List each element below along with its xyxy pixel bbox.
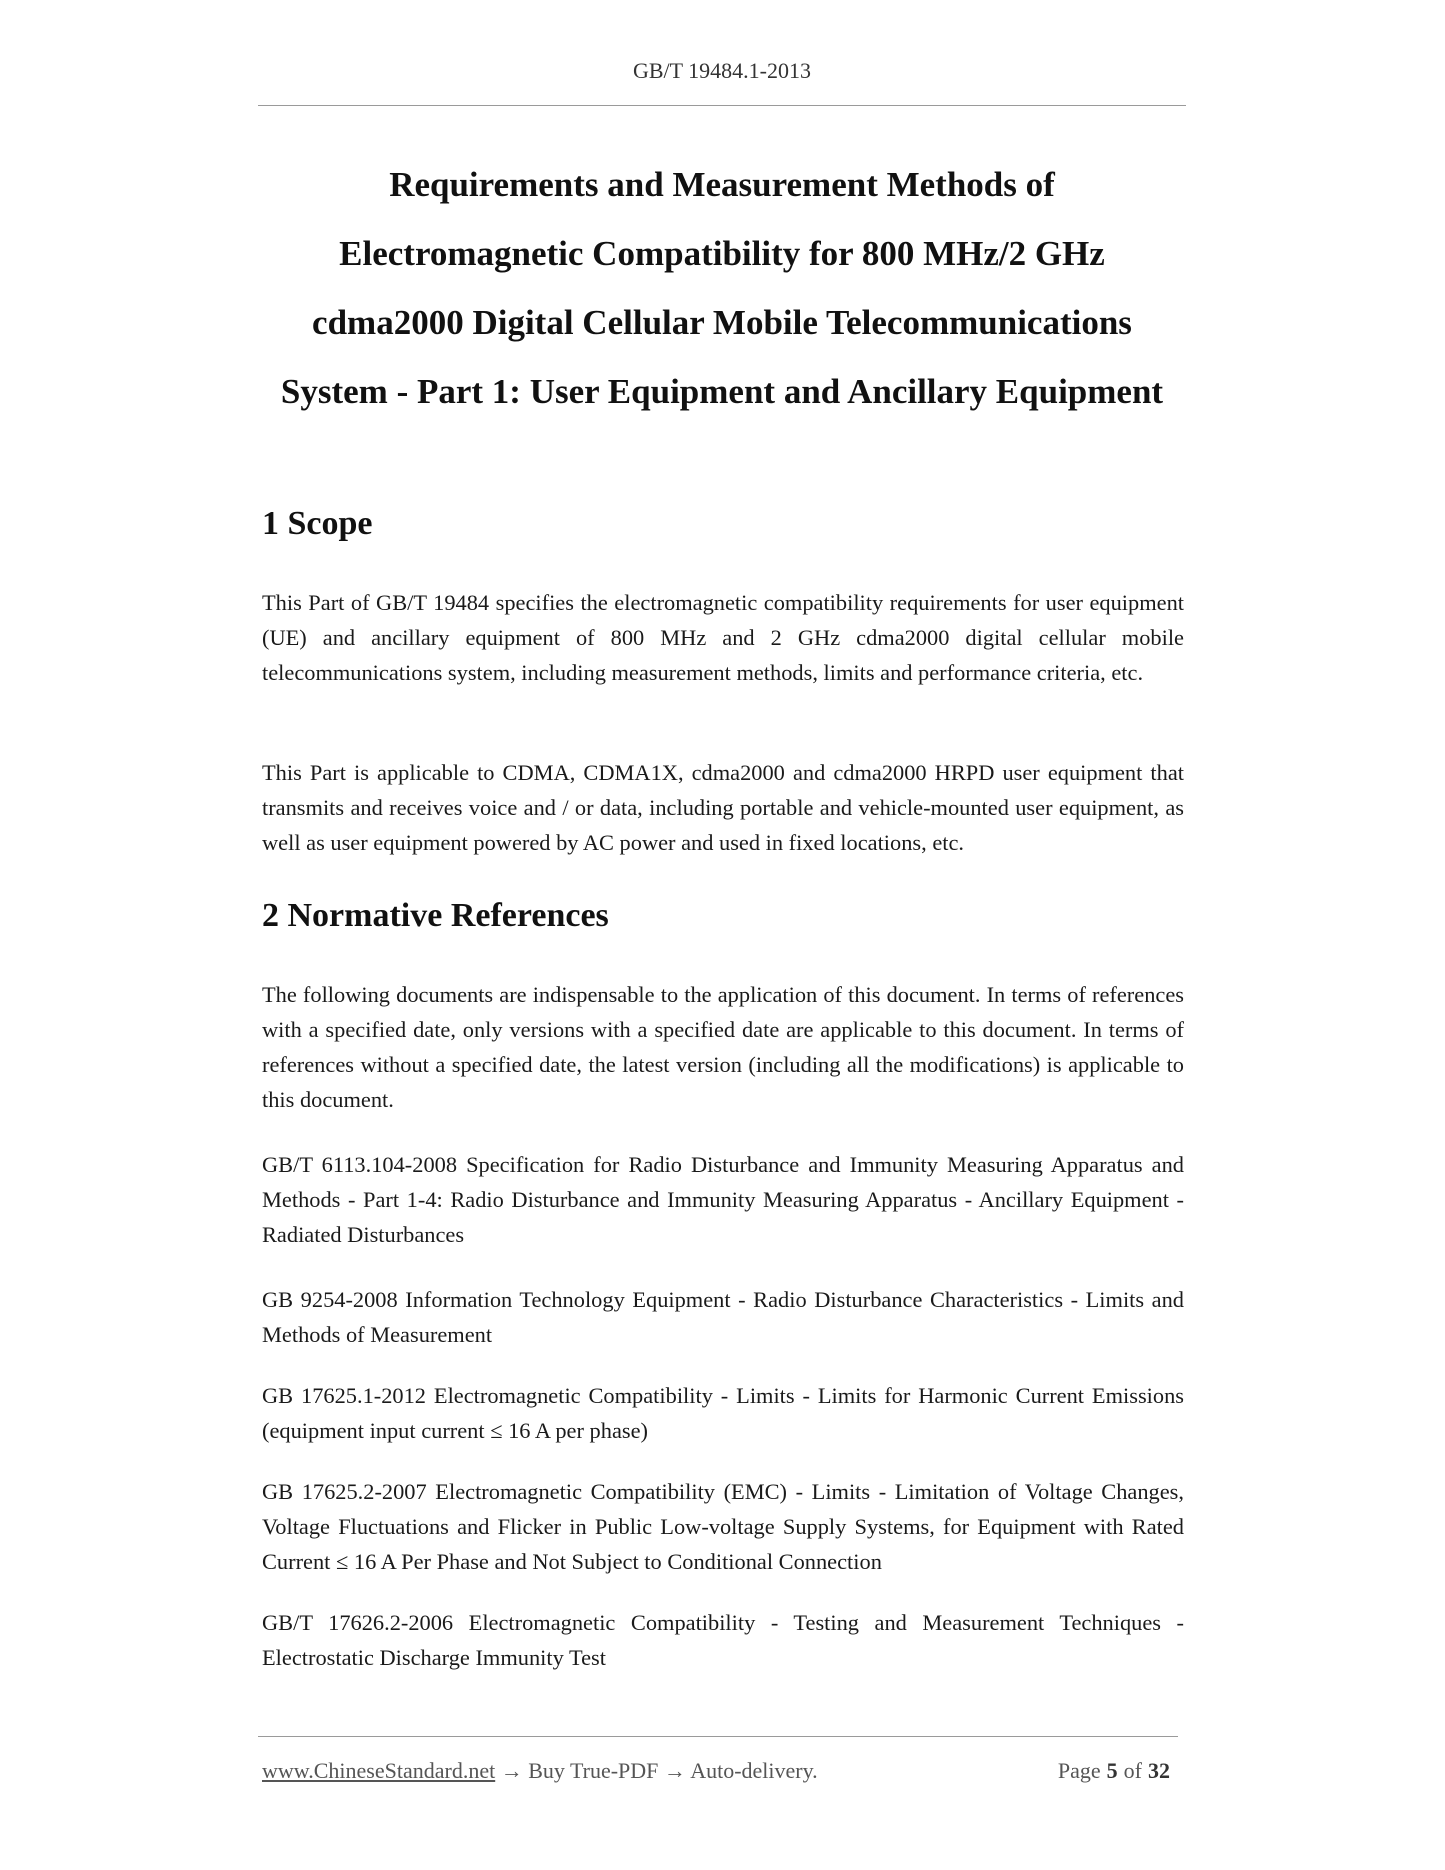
running-header: GB/T 19484.1-2013 bbox=[632, 58, 812, 83]
title-line: System - Part 1: User Equipment and Ancillary Equipment bbox=[280, 372, 1164, 411]
title-line: Requirements and Measurement Methods of bbox=[389, 165, 1055, 204]
document-title bbox=[258, 150, 1186, 426]
page-total-number: 32 bbox=[1148, 1758, 1170, 1783]
page-counter bbox=[1058, 1758, 1176, 1784]
section-heading-scope: 1 Scope bbox=[262, 505, 373, 542]
title-line: cdma2000 Digital Cellular Mobile Telecommunications bbox=[312, 303, 1132, 342]
scope-paragraph: This Part is applicable to CDMA, CDMA1X, cdma2000 and cdma2000 HRPD user equipment that transmits and receives voice and / or data, including portable and vehicle-mounted user equipment, as well as user equipment powered by AC power and used in fixed locations, etc. bbox=[262, 760, 1184, 855]
reference-entry: GB/T 6113.104-2008 Specification for Radio Disturbance and Immunity Measuring Apparatus and Methods - Part 1-4: Radio Disturbance and Immunity Measuring Apparatus - Ancillary Equipment - Radiated Disturbances bbox=[262, 1152, 1184, 1247]
scope-paragraph: This Part of GB/T 19484 specifies the electromagnetic compatibility requirements for user equipment (UE) and ancillary equipment of 800 MHz and 2 GHz cdma2000 digital cellular mobile telecommunications system, including measurement methods, limits and performance criteria, etc. bbox=[262, 590, 1184, 685]
footer-promo-text: → Buy True-PDF → Auto-delivery. bbox=[495, 1758, 818, 1783]
footer-divider bbox=[258, 1736, 1178, 1737]
website-link[interactable]: www.ChineseStandard.net bbox=[262, 1758, 496, 1783]
footer-promo bbox=[262, 1758, 818, 1784]
header-divider bbox=[258, 105, 1186, 106]
reference-entry: GB/T 17626.2-2006 Electromagnetic Compatibility - Testing and Measurement Techniques - Electrostatic Discharge Immunity Test bbox=[262, 1610, 1184, 1670]
reference-entry: GB 9254-2008 Information Technology Equipment - Radio Disturbance Characteristics - Limits and Methods of Measurement bbox=[262, 1287, 1184, 1347]
page-of-label: of bbox=[1123, 1758, 1142, 1783]
title-line: Electromagnetic Compatibility for 800 MHz/2 GHz bbox=[339, 234, 1105, 273]
page-current-number: 5 bbox=[1106, 1758, 1118, 1783]
reference-entry: GB 17625.2-2007 Electromagnetic Compatibility (EMC) - Limits - Limitation of Voltage Changes, Voltage Fluctuations and Flicker in Public Low-voltage Supply Systems, for Equipment with Rated Current ≤ 16 A Per Phase and Not Subject to Conditional Connection bbox=[262, 1479, 1184, 1574]
references-intro-paragraph: The following documents are indispensable to the application of this document. In terms of references with a specified date, only versions with a specified date are applicable to this document. In terms of references without a specified date, the latest version (including all the modifications) is applicable to this document. bbox=[262, 982, 1184, 1112]
page-label: Page bbox=[1057, 1758, 1101, 1783]
section-heading-normative-references: 2 Normative References bbox=[262, 897, 609, 934]
reference-entry: GB 17625.1-2012 Electromagnetic Compatibility - Limits - Limits for Harmonic Current Emissions (equipment input current ≤ 16 A per phase) bbox=[262, 1383, 1184, 1443]
